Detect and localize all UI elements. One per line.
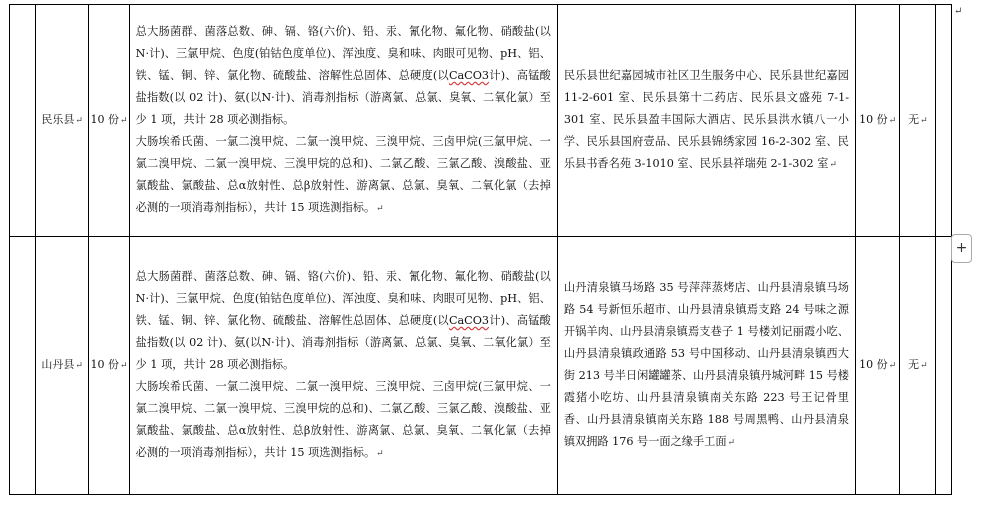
optional-items-text: 大肠埃希氏菌、一氯二溴甲烷、二氯一溴甲烷、三溴甲烷、三卤甲烷(三氯甲烷、一氯二溴甲烷、二氯一溴甲烷、三溴甲烷的总和)、二氯乙酸、三氯乙酸、溴酸盐、亚氯酸盐、氯酸盐、总α放射性、总β放射性、游离氯、总氯、臭氧、二氧化氯（去掉必测的一项消毒剂指标），共计 15 项选测指标。↵ — [135, 380, 551, 459]
paragraph-mark: ↵ — [75, 116, 83, 126]
sampling-sites-text: 民乐县世纪嘉园城市社区卫生服务中心、民乐县世纪嘉园 11-2-601 室、民乐县第十二药店、民乐县文盛苑 7-1-301 室、民乐县盈丰国际大酒店、民乐县洪水镇八一小学、民乐县国府壹品、民乐县锦绣家园 16-2-302 室、民乐县书香名苑 3-1010 室、民乐县祥瑞苑 2-1-302 室 — [563, 69, 849, 170]
table-cell-blank[interactable] — [936, 237, 952, 495]
county-name: 山丹县 — [41, 358, 75, 371]
paragraph-mark: ↵ — [920, 361, 928, 371]
sampling-sites-cell[interactable] — [557, 237, 855, 495]
required-items-text: 总大肠菌群、菌落总数、砷、镉、铬(六价)、铅、汞、氰化物、氟化物、硝酸盐(以N·计)、三氯甲烷、色度(铂钴色度单位)、浑浊度、臭和味、肉眼可见物、pH、铝、铁、锰、铜、锌、氯化物、硫酸盐、溶解性总固体、总硬度(以CaCO3计)、高锰酸盐指数(以 02 计)、氨(以N·计)、消毒剂指标（游离氯、总氯、臭氧、二氧化氯）至少 1 项，共计 28 项必测指标。 — [135, 25, 551, 126]
sample-count: 10 份 — [90, 113, 120, 126]
paragraph-mark: ↵ — [120, 361, 128, 371]
paragraph-mark: ↵ — [920, 116, 928, 126]
note-text: 无 — [908, 358, 920, 371]
paragraph-mark: ↵ — [829, 160, 837, 170]
table-cell-blank[interactable] — [10, 5, 36, 237]
test-items-cell[interactable] — [129, 237, 557, 495]
note-cell[interactable] — [900, 237, 936, 495]
county-name: 民乐县 — [41, 113, 75, 126]
paragraph-mark: ↵ — [376, 449, 384, 459]
sample-count-cell-2[interactable] — [856, 5, 900, 237]
add-row-button[interactable]: + — [951, 234, 972, 263]
note-cell[interactable] — [900, 5, 936, 237]
county-cell[interactable] — [35, 5, 89, 237]
spell-flagged-word: CaCO3 — [448, 314, 490, 327]
required-items-text: 总大肠菌群、菌落总数、砷、镉、铬(六价)、铅、汞、氰化物、氟化物、硝酸盐(以N·计)、三氯甲烷、色度(铂钴色度单位)、浑浊度、臭和味、肉眼可见物、pH、铝、铁、锰、铜、锌、氯化物、硫酸盐、溶解性总固体、总硬度(以CaCO3计)、高锰酸盐指数(以 02 计)、氨(以N·计)、消毒剂指标（游离氯、总氯、臭氧、二氧化氯）至少 1 项，共计 28 项必测指标。 — [135, 270, 551, 371]
table-cell-blank[interactable] — [10, 237, 36, 495]
paragraph-mark: ↵ — [376, 204, 384, 214]
paragraph-mark: ↵ — [727, 438, 736, 448]
test-items-cell[interactable] — [129, 5, 557, 237]
paragraph-mark: ↵ — [888, 361, 897, 371]
sample-count-cell[interactable] — [89, 5, 129, 237]
sampling-sites-text: 山丹清泉镇马场路 35 号萍萍蒸烤店、山丹县清泉镇马场路 54 号新恒乐超市、山丹县清泉镇焉支路 24 号味之源开锅羊肉、山丹县清泉镇焉支巷子 1 号楼刘记丽霞小吃、山丹县清泉镇政通路 53 号中国移动、山丹县清泉镇西大街 213 号半日闲罐罐茶、山丹县清泉镇丹城河畔 15 号楼霞猪小吃坊、山丹县清泉镇南关东路 223 号王记骨里香、山丹县清泉镇南关东路 188 号周黑鸭、山丹县清泉镇双拥路 176 号一面之缘手工面 — [563, 281, 849, 448]
table-cell-blank[interactable] — [936, 5, 952, 237]
document-table — [9, 4, 952, 495]
optional-items-text: 大肠埃希氏菌、一氯二溴甲烷、二氯一溴甲烷、三溴甲烷、三卤甲烷(三氯甲烷、一氯二溴甲烷、二氯一溴甲烷、三溴甲烷的总和)、二氯乙酸、三氯乙酸、溴酸盐、亚氯酸盐、氯酸盐、总α放射性、总β放射性、游离氯、总氯、臭氧、二氧化氯（去掉必测的一项消毒剂指标），共计 15 项选测指标。↵ — [135, 135, 551, 214]
sample-count-cell-2[interactable] — [856, 237, 900, 495]
table-row — [10, 5, 952, 237]
paragraph-mark: ↵ — [888, 116, 897, 126]
spell-flagged-word: CaCO3 — [448, 69, 490, 82]
sample-count-2: 10 份 — [859, 358, 888, 371]
county-cell[interactable] — [35, 237, 89, 495]
paragraph-mark: ↵ — [75, 361, 83, 371]
note-text: 无 — [908, 113, 920, 126]
row-end-mark: ↵ — [954, 6, 963, 17]
paragraph-mark: ↵ — [120, 116, 128, 126]
sample-count: 10 份 — [90, 358, 120, 371]
sample-count-2: 10 份 — [859, 113, 888, 126]
sample-count-cell[interactable] — [89, 237, 129, 495]
table-row — [10, 237, 952, 495]
sampling-sites-cell[interactable] — [557, 5, 855, 237]
